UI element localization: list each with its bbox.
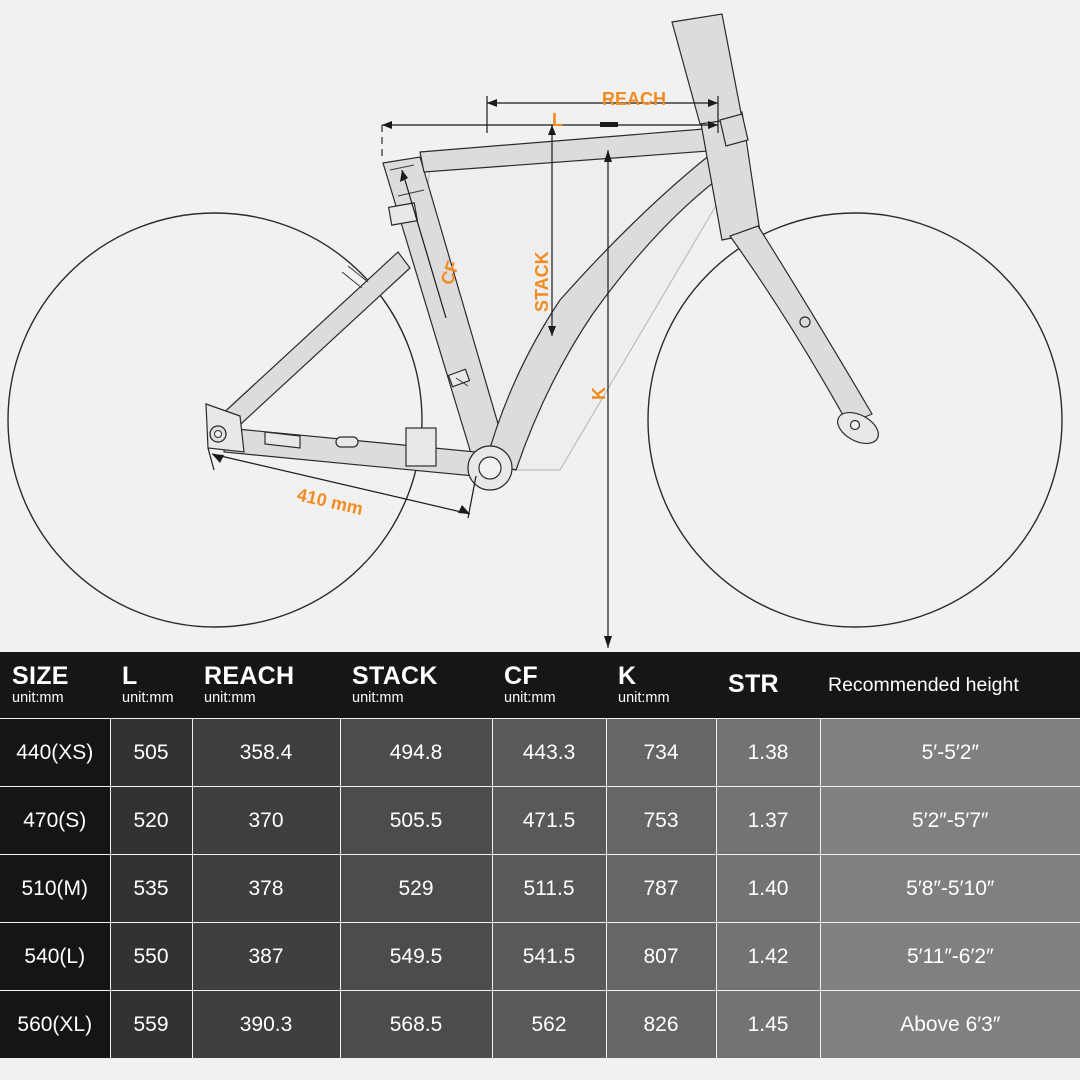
header-cell-k [606, 652, 716, 719]
cell-size: 560(XL) [0, 991, 110, 1059]
header-cell-cf [492, 652, 606, 719]
header-cell-reach [192, 652, 340, 719]
seatpost-top [672, 14, 742, 124]
header-cell-stack [340, 652, 492, 719]
cell-height: 5′-5′2″ [820, 719, 1080, 787]
bb-shell [479, 457, 501, 479]
header-cell-recommended-height [820, 652, 1080, 719]
cell-reach: 358.4 [192, 719, 340, 787]
label-reach: REACH [602, 89, 667, 109]
chainstay [224, 428, 476, 476]
header-cell-l [110, 652, 192, 719]
cell-height: 5′2″-5′7″ [820, 787, 1080, 855]
table-row [0, 855, 1080, 923]
cell-height: 5′11″-6′2″ [820, 923, 1080, 991]
rear-axle-center [215, 431, 222, 438]
label-k: K [589, 387, 609, 400]
header-unit: unit:mm [122, 690, 174, 707]
cell-cf: 511.5 [492, 855, 606, 923]
header-label: SIZE [12, 662, 69, 691]
cell-reach: 378 [192, 855, 340, 923]
header-unit: unit:mm [352, 690, 404, 707]
cell-size: 470(S) [0, 787, 110, 855]
label-cf: CF [436, 258, 464, 288]
cell-size: 540(L) [0, 923, 110, 991]
cell-reach: 370 [192, 787, 340, 855]
header-label: L [122, 662, 138, 691]
table-header-row [0, 652, 1080, 719]
cell-size: 440(XS) [0, 719, 110, 787]
label-l: L [552, 110, 563, 130]
bb-junction [406, 428, 436, 466]
cell-k: 753 [606, 787, 716, 855]
cell-stack: 529 [340, 855, 492, 923]
cell-height: Above 6′3″ [820, 991, 1080, 1059]
cell-k: 787 [606, 855, 716, 923]
cell-l: 550 [110, 923, 192, 991]
header-label: STACK [352, 662, 438, 691]
cell-k: 826 [606, 991, 716, 1059]
table-row [0, 991, 1080, 1059]
seatstay [218, 252, 410, 434]
cell-l: 559 [110, 991, 192, 1059]
table-row [0, 787, 1080, 855]
cell-str: 1.42 [716, 923, 820, 991]
header-label: Recommended height [828, 673, 1019, 696]
cell-l: 520 [110, 787, 192, 855]
cell-reach: 390.3 [192, 991, 340, 1059]
cell-stack: 505.5 [340, 787, 492, 855]
header-unit: unit:mm [12, 690, 64, 707]
cell-stack: 549.5 [340, 923, 492, 991]
cell-k: 807 [606, 923, 716, 991]
cell-str: 1.45 [716, 991, 820, 1059]
header-unit: unit:mm [204, 690, 256, 707]
header-label: REACH [204, 662, 295, 691]
cell-str: 1.37 [716, 787, 820, 855]
label-chainstay: 410 mm [295, 484, 365, 519]
header-cell-str [716, 652, 820, 719]
header-label: K [618, 662, 637, 691]
front-axle [851, 421, 860, 430]
header-unit: unit:mm [504, 690, 556, 707]
cell-str: 1.40 [716, 855, 820, 923]
cell-l: 505 [110, 719, 192, 787]
cable-port [336, 437, 358, 447]
cell-str: 1.38 [716, 719, 820, 787]
table-row [0, 719, 1080, 787]
cell-cf: 541.5 [492, 923, 606, 991]
cell-cf: 443.3 [492, 719, 606, 787]
cell-cf: 471.5 [492, 787, 606, 855]
cell-reach: 387 [192, 923, 340, 991]
cell-height: 5′8″-5′10″ [820, 855, 1080, 923]
header-unit: unit:mm [618, 690, 670, 707]
cell-stack: 494.8 [340, 719, 492, 787]
geometry-spec-table [0, 652, 1080, 1058]
cell-cf: 562 [492, 991, 606, 1059]
header-cell-size [0, 652, 110, 719]
header-label: STR [728, 670, 779, 699]
label-stack: STACK [532, 251, 552, 312]
cell-l: 535 [110, 855, 192, 923]
header-label: CF [504, 662, 538, 691]
cell-size: 510(M) [0, 855, 110, 923]
cell-k: 734 [606, 719, 716, 787]
table-row [0, 923, 1080, 991]
cell-stack: 568.5 [340, 991, 492, 1059]
